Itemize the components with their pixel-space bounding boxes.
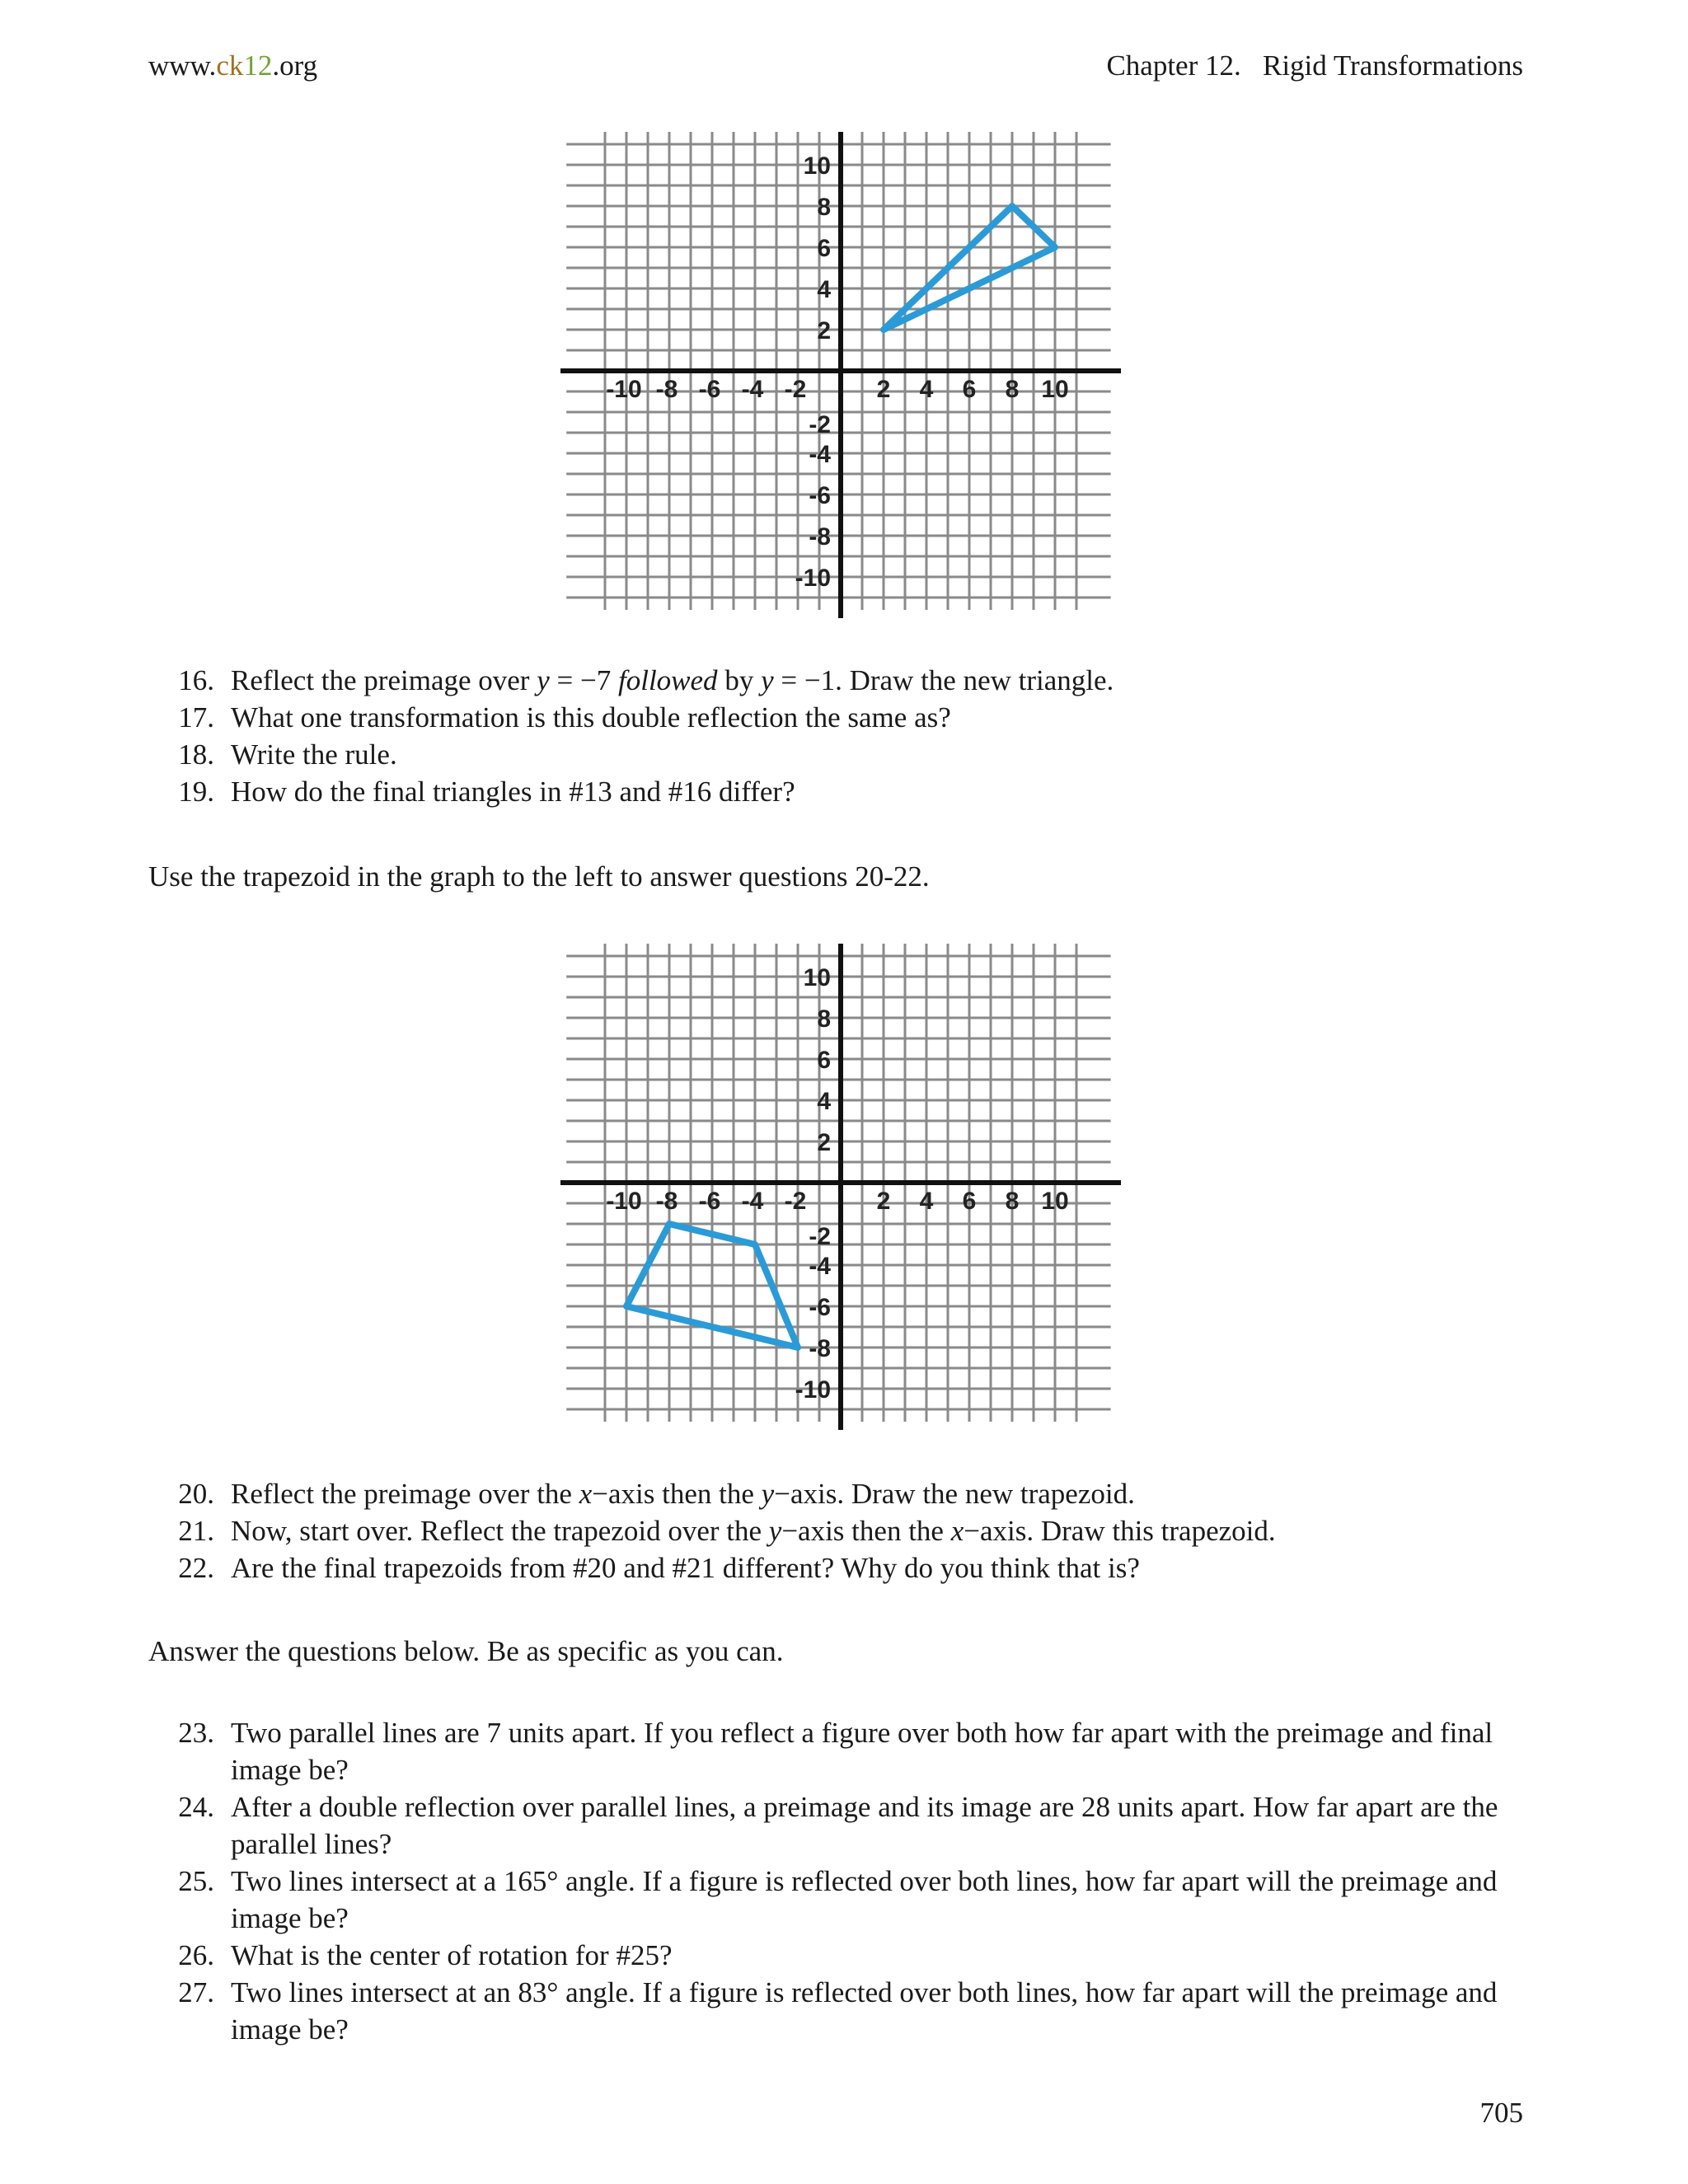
- x-tick-label: 8: [1005, 1188, 1020, 1215]
- list-item: 19. How do the final triangles in #13 and #16 differ?: [178, 776, 795, 808]
- x-tick-label: -4: [741, 1188, 764, 1215]
- x-tick-label: 2: [876, 1188, 891, 1215]
- y-tick-label: 6: [817, 1047, 831, 1074]
- x-tick-label: -8: [655, 376, 678, 403]
- x-tick-label: -2: [784, 1188, 807, 1215]
- x-tick-label: -6: [698, 1188, 721, 1215]
- list-item: 25. Two lines intersect at a 165° angle. If a figure is reflected over both lines, how far apart will the preimage and image be?: [178, 1865, 1498, 1934]
- y-tick-label: 2: [817, 317, 831, 344]
- y-tick-label: -8: [809, 523, 831, 551]
- list-item: 27. Two lines intersect at an 83° angle. If a figure is reflected over both lines, how far apart will the preimage and image be?: [178, 1976, 1498, 2046]
- x-tick-label: -6: [698, 376, 721, 403]
- y-tick-label: -8: [809, 1335, 831, 1362]
- x-tick-label: 4: [919, 376, 934, 403]
- instruction-trapezoid: Use the trapezoid in the graph to the left to answer questions 20-22.: [148, 860, 930, 893]
- chapter-title: Chapter 12. Rigid Transformations: [1106, 49, 1523, 82]
- x-tick-label: 10: [1041, 376, 1069, 403]
- x-tick-label: -8: [655, 1188, 678, 1215]
- x-tick-label: 8: [1005, 376, 1020, 403]
- x-tick-label: 6: [962, 376, 977, 403]
- y-tick-label: 10: [803, 964, 831, 991]
- y-tick-label: -2: [809, 411, 831, 438]
- y-tick-label: -6: [809, 482, 831, 509]
- coordinate-graph-triangle: [560, 132, 1121, 618]
- x-tick-label: 10: [1041, 1188, 1069, 1215]
- x-tick-label: -2: [784, 376, 807, 403]
- coordinate-graph-trapezoid: [560, 944, 1121, 1430]
- list-item: 16. Reflect the preimage over y = −7 followed by y = −1. Draw the new triangle.: [178, 664, 1114, 696]
- list-item: 18. Write the rule.: [178, 738, 397, 771]
- y-tick-label: 4: [817, 1088, 831, 1115]
- x-tick-label: 4: [919, 1188, 934, 1215]
- y-tick-label: 4: [817, 276, 831, 303]
- y-tick-label: -4: [809, 1253, 831, 1280]
- x-tick-label: -4: [741, 376, 764, 403]
- y-tick-label: 2: [817, 1129, 831, 1156]
- y-tick-label: -10: [795, 565, 831, 592]
- x-tick-label: -10: [606, 1188, 642, 1215]
- list-item: 23. Two parallel lines are 7 units apart. If you reflect a figure over both how far apart with the preimage and final image be?: [178, 1717, 1493, 1786]
- list-item: 22. Are the final trapezoids from #20 and #21 different? Why do you think that is?: [178, 1552, 1140, 1584]
- y-tick-label: -4: [809, 441, 831, 468]
- x-tick-label: 2: [876, 376, 891, 403]
- page-number: 705: [1479, 2097, 1523, 2129]
- x-tick-label: -10: [606, 376, 642, 403]
- list-item: 21. Now, start over. Reflect the trapezoid over the y−axis then the x−axis. Draw this trapezoid.: [178, 1515, 1276, 1547]
- y-tick-label: -6: [809, 1294, 831, 1321]
- y-tick-label: -2: [809, 1223, 831, 1250]
- site-url: www.ck12.org: [148, 49, 318, 82]
- y-tick-label: 10: [803, 152, 831, 180]
- x-tick-label: 6: [962, 1188, 977, 1215]
- list-item: 26. What is the center of rotation for #25?: [178, 1939, 673, 1971]
- y-tick-label: 8: [817, 1005, 831, 1033]
- y-tick-label: 6: [817, 235, 831, 262]
- list-item: 24. After a double reflection over parallel lines, a preimage and its image are 28 units apart. How far apart are the parallel lines?: [178, 1791, 1498, 1860]
- list-item: 20. Reflect the preimage over the x−axis then the y−axis. Draw the new trapezoid.: [178, 1478, 1135, 1510]
- y-tick-label: 8: [817, 194, 831, 221]
- y-tick-label: -10: [795, 1376, 831, 1404]
- list-item: 17. What one transformation is this double reflection the same as?: [178, 701, 951, 733]
- instruction-answer: Answer the questions below. Be as specific as you can.: [148, 1635, 784, 1667]
